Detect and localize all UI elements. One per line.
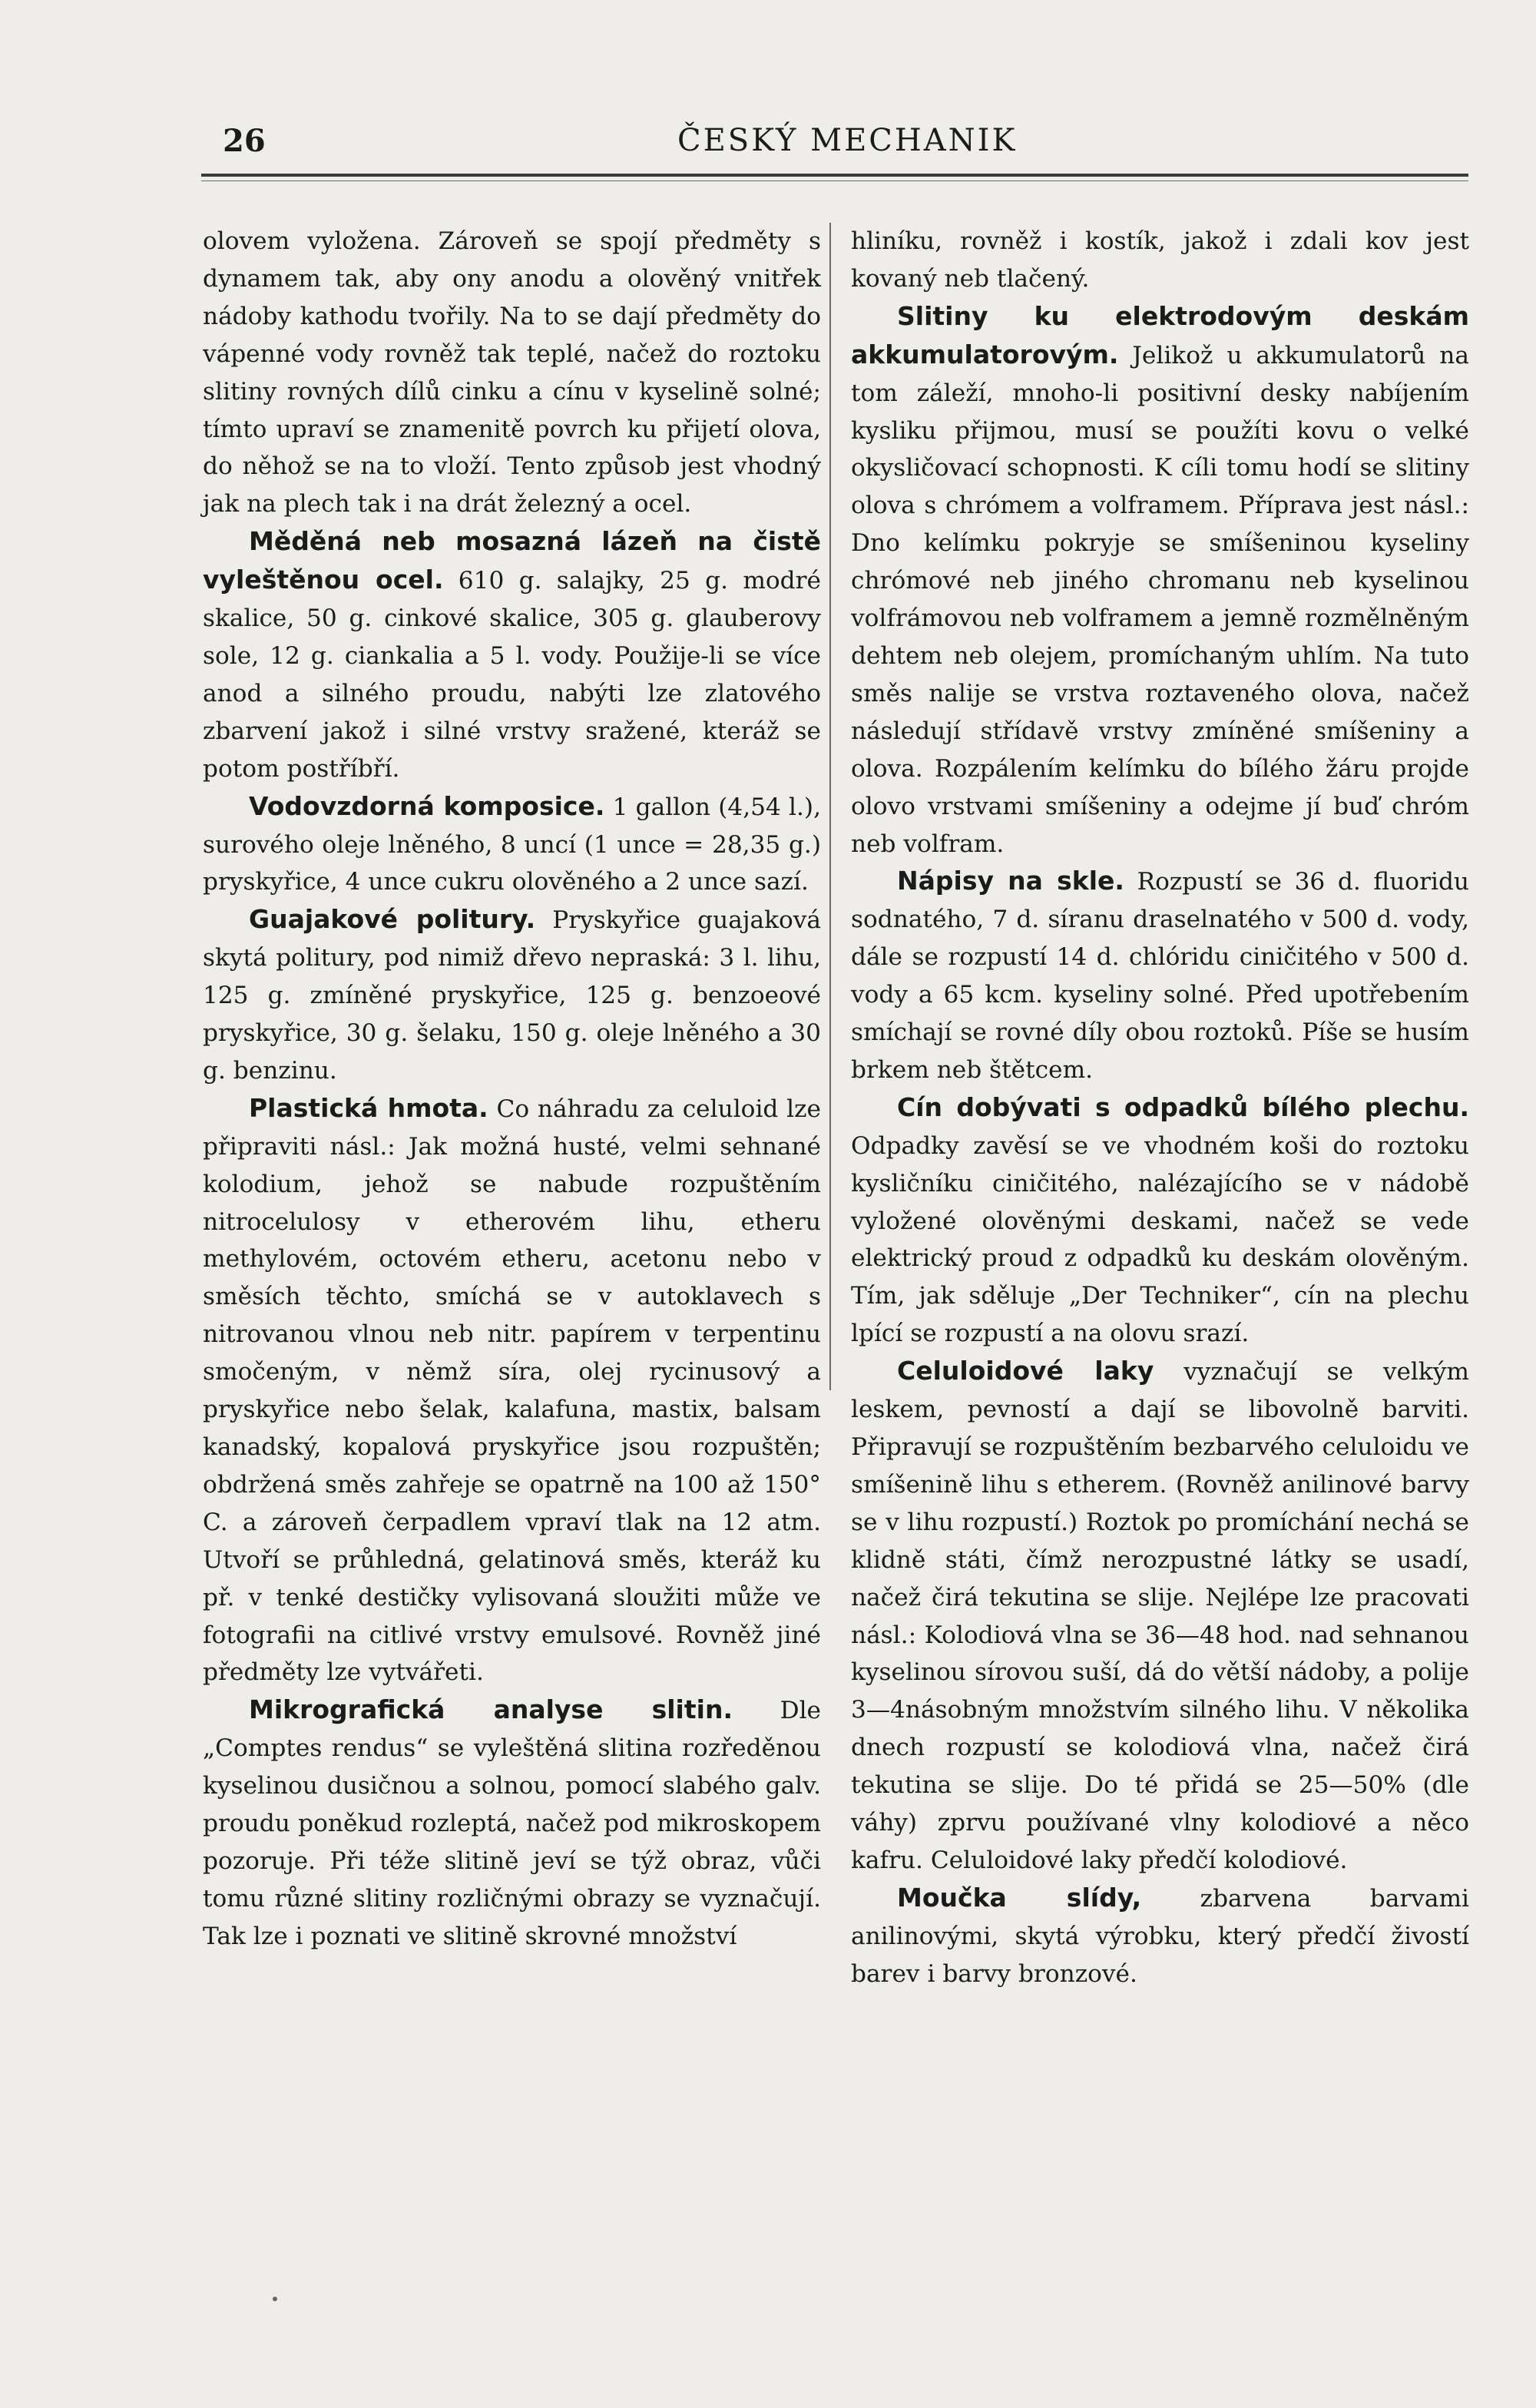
article-heading: Moučka slídy, — [897, 1882, 1142, 1913]
article-glass-inscriptions — [851, 863, 1469, 1088]
article-text: vyznačují se velkým leskem, pevností a dají se libovolně barviti. Připravují se rozpuštěním bezbarvého celuloidu ve smíšenině lihu s etherem. (Rovněž anilinové barvy se v lihu rozpustí.) Roztok po promíchání nechá se klidně státi, čímž nerozpustné látky se usadí, načež čirá tekutina se slije. Nejlépe lze pracovati násl.: Kolodiová vlna se 36—48 hod. nad sehnanou kyselinou sírovou suší, dá do větší nádoby, a polije 3—4násobným množstvím silného lihu. V několika dnech rozpustí se kolodiová vlna, načež čirá tekutina se slije. Do té přidá se 25—50% (dle váhy) zprvu používané vlny kolodiové a něco kafru. Celuloidové laky předčí kolodiové. — [851, 1358, 1469, 1874]
left-column — [203, 223, 821, 2297]
article-text: zbarvena barvami anilinovými, skytá výrobku, který předčí živostí barev i barvy bronzové. — [851, 1884, 1469, 1988]
article-heading: Vodovzdorná komposice. — [249, 790, 605, 821]
article-text: 610 g. salajky, 25 g. modré skalice, 50 g. cinkové skalice, 305 g. glauberovy sole, 12 g. ciankalia a 5 l. vody. Použije-li se více anod a silného proudu, nabýti lze zlatového zbarvení jakož i silné vrstvy sražené, kteráž se potom postříbří. — [203, 567, 821, 783]
article-tin-recovery — [851, 1089, 1469, 1353]
article-guaiac-polish — [203, 901, 821, 1090]
article-text: Rozpustí se 36 d. fluoridu sodnatého, 7 d. síranu draselnatého v 500 d. vody, dále se rozpustí 14 d. chlóridu ciničitého v 500 d. vody a 65 kcm. kyseliny solné. Před upotřebením smíchají se rovné díly obou roztoků. Píše se husím brkem neb štětcem. — [851, 868, 1470, 1084]
article-text: Pryskyřice guajaková skytá politury, pod nimiž dřevo nepraská: 3 l. lihu, 125 g. zmíněné pryskyřice, 125 g. benzoeové pryskyřice, 30 g. šelaku, 150 g. oleje lněného a 30 g. benzinu. — [203, 906, 821, 1085]
article-waterproof-composition — [203, 788, 821, 902]
article-text: 1 gallon (4,54 l.), surového oleje lněného, 8 uncí (1 unce = 28,35 g.) pryskyřice, 4 unce cukru olověného a 2 unce sazí. — [203, 793, 821, 896]
article-celluloid-lacquers — [851, 1353, 1469, 1880]
article-heading: Cín dobývati s odpadků bílého plechu. — [897, 1091, 1469, 1122]
article-text: Dle „Comptes rendus“ se vyleštěná slitina rozředěnou kyselinou dusičnou a solnou, pomocí slabého galv. proudu poněkud rozleptá, načež pod mikroskopem pozoruje. Při téže slitině jeví se týž obraz, vůči tomu různé slitiny rozličnými obrazy se vyznačují. Tak lze i poznati ve slitině skrovné množství — [203, 1697, 821, 1950]
article-heading: Celuloidové laky — [897, 1356, 1154, 1386]
article-micrographic-analysis — [203, 1691, 821, 1955]
article-heading: Guajakové politury. — [249, 904, 536, 935]
article-text: Jelikož u akkumulatorů na tom záleží, mnoho-li positivní desky nabíjením kysliku přijmou, musí se použíti kovu o velké okysličovací schopnosti. K cíli tomu hodí se slitiny olova s chrómem a volframem. Příprava jest násl.: Dno kelímku pokryje se smíšeninou kyseliny chrómové neb jiného chromanu neb kyselinou volfrámovou neb volframem a jemně rozmělněným dehtem neb olejem, promíchaným uhlím. Na tuto směs nalije se vrstva roztaveného olova, načež následují střídavě vrstvy zmíněné smíšeniny a olova. Rozpálením kelímku do bílého žáru projde olovo vrstvami smíšeniny a odejme jí buď chróm neb volfram. — [851, 341, 1469, 858]
paragraph-continuation — [203, 223, 821, 523]
right-column — [851, 223, 1469, 2297]
article-text: Odpadky zavěsí se ve vhodném koši do roztoku kysličníku ciničitého, nalézajícího se v nádobě vyložené olověnými deskami, načež se vede elektrický proud z odpadků ku deskám olověným. Tím, jak sděluje „Der Techniker“, cín na plechu lpící se rozpustí a na olovu srazí. — [851, 1131, 1469, 1348]
article-heading: Slitiny ku elektrodovým deskám akkumulatorovým. — [851, 300, 1469, 369]
header-rule — [201, 174, 1468, 181]
article-heading: Nápisy na skle. — [897, 866, 1124, 896]
article-heading: Mikrografická analyse slitin. — [249, 1694, 733, 1725]
paragraph-text: hliníku, rovněž i kostík, jakož i zdali kov jest kovaný neb tlačený. — [851, 227, 1469, 293]
article-heading: Plastická hmota. — [249, 1092, 488, 1123]
article-heading: Měděná neb mosazná lázeň na čistě vyleštěnou ocel. — [203, 526, 821, 595]
ink-speck — [273, 2297, 277, 2301]
article-mica-powder — [851, 1880, 1469, 1993]
page-header — [201, 123, 1468, 169]
paragraph-text: olovem vyložena. Zároveň se spojí předměty s dynamem tak, aby ony anodu a olověný vnitřek nádoby kathodu tvořily. Na to se dají předměty do vápenné vody rovněž tak teplé, načež do roztoku slitiny rovných dílů cinku a cínu v kyselině solné; tímto upraví se znamenitě povrch ku přijetí olova, do něhož se na to vloží. Tento způsob jest vhodný jak na plech tak i na drát železný a ocel. — [203, 227, 821, 518]
column-divider — [829, 223, 831, 1390]
running-title: ČESKÝ MECHANIK — [677, 123, 1018, 158]
paragraph-continuation — [851, 223, 1469, 298]
article-plastic-mass — [203, 1090, 821, 1692]
article-accumulator-alloys — [851, 298, 1469, 863]
article-text: Co náhradu za celuloid lze připraviti násl.: Jak možná husté, velmi sehnané kolodium, jehož se nabude rozpuštěním nitrocelulosy v etherovém lihu, etheru methylovém, octovém etheru, acetonu nebo v směsích těchto, smíchá se v autoklavech s nitrovanou vlnou neb nitr. papírem v terpentinu smočeným, v němž síra, olej rycinusový a pryskyřice nebo šelak, kalafuna, mastix, balsam kanadský, kopalová pryskyřice jsou rozpuštěn; obdržená směs zahřeje se opatrně na 100 až 150° C. a zároveň čerpadlem vpraví tlak na 12 atm. Utvoří se průhledná, gelatinová směs, kteráž ku př. v tenké destičky vylisovaná sloužiti může ve fotografii na citlivé vrstvy emulsové. Rovněž jiné předměty lze vytvářeti. — [203, 1095, 821, 1687]
page-number: 26 — [223, 123, 266, 159]
article-electroplating-copper — [203, 523, 821, 787]
